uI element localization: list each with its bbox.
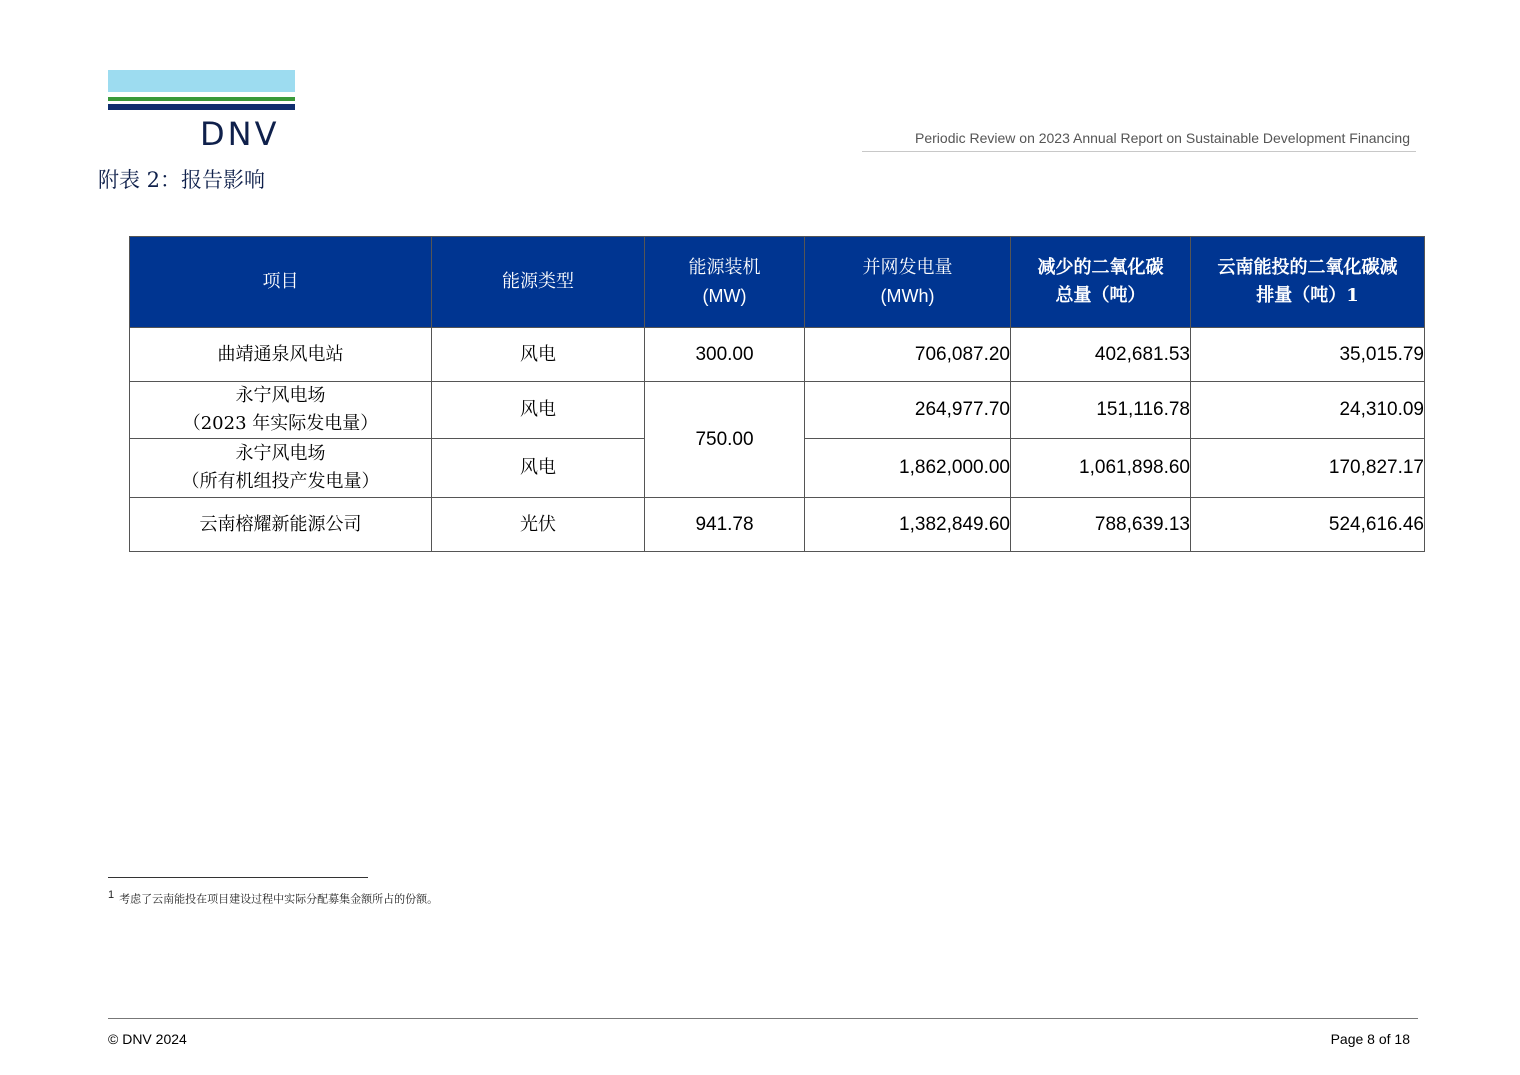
col-header-capacity: 能源装机 (MW) bbox=[645, 237, 805, 328]
footnote bbox=[108, 889, 438, 907]
cell-co2: 788,639.13 bbox=[1011, 498, 1191, 552]
cell-grid: 1,382,849.60 bbox=[805, 498, 1011, 552]
col-header-project: 项目 bbox=[130, 237, 432, 328]
table-row bbox=[130, 328, 1425, 382]
dnv-logo bbox=[108, 70, 295, 153]
col-header-yn-co2: 云南能投的二氧化碳减 排量（吨）1 bbox=[1191, 237, 1425, 328]
footnote-rule bbox=[108, 877, 368, 878]
cell-yn-co2: 170,827.17 bbox=[1191, 439, 1425, 498]
table-row bbox=[130, 382, 1425, 439]
col-header-energy-type: 能源类型 bbox=[432, 237, 645, 328]
col-header-grid-generation: 并网发电量 (MWh) bbox=[805, 237, 1011, 328]
cell-co2: 1,061,898.60 bbox=[1011, 439, 1191, 498]
cell-type: 风电 bbox=[432, 439, 645, 498]
cell-type: 光伏 bbox=[432, 498, 645, 552]
footer-page-number: Page 8 of 18 bbox=[1330, 1031, 1410, 1047]
cell-co2: 151,116.78 bbox=[1011, 382, 1191, 439]
table-header-row bbox=[130, 237, 1425, 328]
cell-project: 永宁风电场 （所有机组投产发电量） bbox=[130, 439, 432, 498]
cell-project: 云南榕耀新能源公司 bbox=[130, 498, 432, 552]
cell-grid: 706,087.20 bbox=[805, 328, 1011, 382]
col-header-co2-total: 减少的二氧化碳 总量（吨） bbox=[1011, 237, 1191, 328]
cell-yn-co2: 35,015.79 bbox=[1191, 328, 1425, 382]
cell-capacity: 941.78 bbox=[645, 498, 805, 552]
cell-project: 曲靖通泉风电站 bbox=[130, 328, 432, 382]
section-title: 附表 2：报告影响 bbox=[98, 168, 266, 192]
cell-yn-co2: 24,310.09 bbox=[1191, 382, 1425, 439]
footer-rule bbox=[108, 1018, 1418, 1019]
impact-table bbox=[129, 236, 1425, 552]
cell-yn-co2: 524,616.46 bbox=[1191, 498, 1425, 552]
cell-type: 风电 bbox=[432, 382, 645, 439]
table-row bbox=[130, 498, 1425, 552]
cell-capacity: 300.00 bbox=[645, 328, 805, 382]
logo-band-navy bbox=[108, 104, 295, 110]
cell-type: 风电 bbox=[432, 328, 645, 382]
logo-wordmark: DNV bbox=[200, 115, 280, 153]
footnote-text: 考虑了云南能投在项目建设过程中实际分配募集金额所占的份额。 bbox=[119, 892, 439, 906]
cell-grid: 1,862,000.00 bbox=[805, 439, 1011, 498]
cell-grid: 264,977.70 bbox=[805, 382, 1011, 439]
running-header: Periodic Review on 2023 Annual Report on Sustainable Development Financing bbox=[915, 130, 1410, 146]
header-rule bbox=[862, 151, 1416, 152]
cell-capacity: 750.00 bbox=[645, 382, 805, 498]
footer-copyright: © DNV 2024 bbox=[108, 1031, 187, 1047]
cell-project: 永宁风电场 （2023 年实际发电量） bbox=[130, 382, 432, 439]
footnote-marker: 1 bbox=[108, 889, 115, 901]
logo-band-light bbox=[108, 70, 295, 92]
cell-co2: 402,681.53 bbox=[1011, 328, 1191, 382]
